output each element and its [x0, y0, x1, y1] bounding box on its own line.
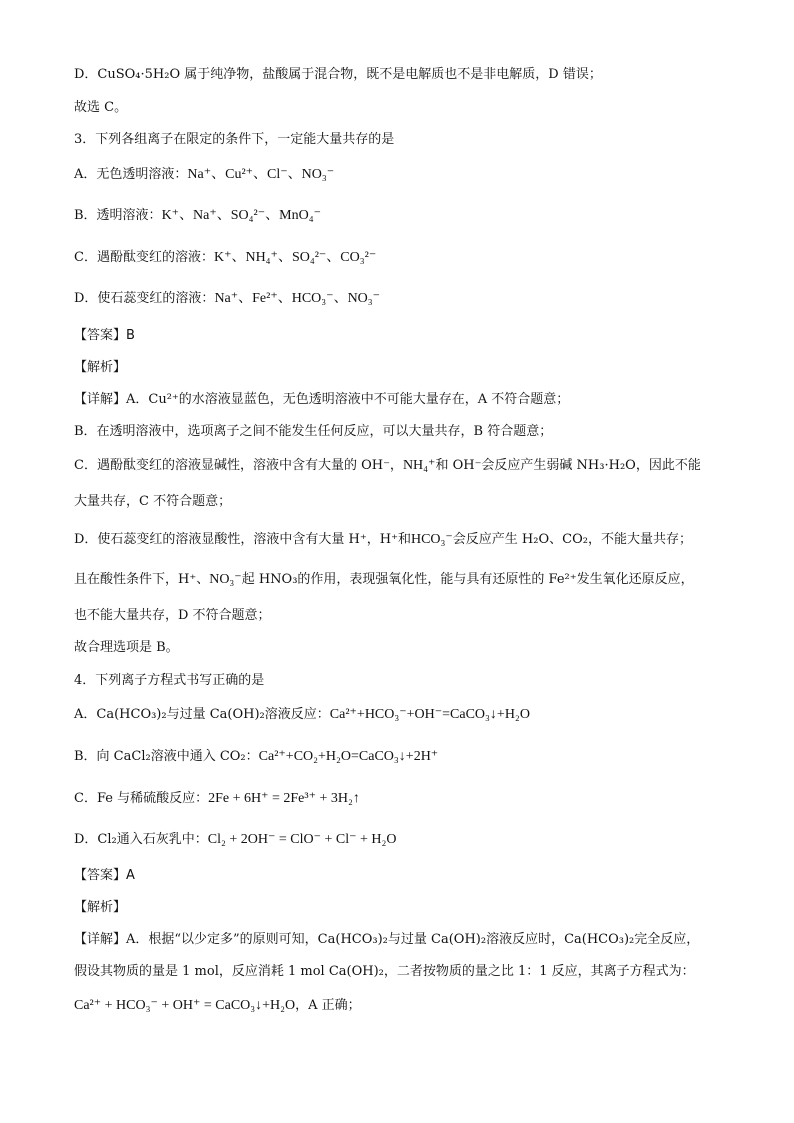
formula: HCO₃⁻ — [410, 532, 453, 547]
option-3b: B．透明溶液：K⁺、Na⁺、SO₄²⁻、MnO₄⁻ — [74, 208, 321, 223]
text-line: B．在透明溶液中，选项离子之间不能发生任何反应，可以大量共存，B 符合题意； — [74, 424, 553, 439]
option-4b: B．向 CaCl₂溶液中通入 CO₂：Ca²⁺+CO₂+H₂O=CaCO₃↓+2H⁺ — [74, 749, 439, 764]
text-line: 且在酸性条件下，H⁺、NO₃⁻起 HNO₃的作用，表现强氧化性，能与具有还原性的 Fe²⁺发生氧化还原反应， — [74, 572, 694, 587]
question-3-stem: 3．下列各组离子在限定的条件下，一定能大量共存的是 — [74, 132, 395, 147]
formula: K⁺、Na⁺、SO₄²⁻、MnO₄⁻ — [161, 208, 321, 223]
text-line: 故选 C。 — [74, 100, 128, 115]
formula: NO₃⁻ — [209, 572, 242, 587]
text-line: 也不能大量共存，D 不符合题意； — [74, 608, 271, 623]
option-3c: C．遇酚酞变红的溶液：K⁺、NH₄⁺、SO₄²⁻、CO₃²⁻ — [74, 250, 377, 265]
text-line: 故合理选项是 B。 — [74, 640, 179, 655]
option-4c: C．Fe 与稀硫酸反应：2Fe + 6H⁺ = 2Fe³⁺ + 3H₂↑ — [74, 791, 360, 806]
answer-label: 【答案】B — [74, 328, 135, 343]
text-line: 大量共存，C 不符合题意； — [74, 494, 232, 509]
text-line: D．使石蕊变红的溶液显酸性，溶液中含有大量 H⁺，H⁺和HCO₃⁻会反应产生 H₂O、CO₂，不能大量共存； — [74, 532, 692, 547]
formula: Ca²⁺ + HCO₃⁻ + OH⁺ = CaCO₃↓+H₂O — [74, 998, 296, 1013]
formula: Cl₂ + 2OH⁻ = ClO⁻ + Cl⁻ + H₂O — [207, 832, 397, 847]
text-line: C．遇酚酞变红的溶液显碱性，溶液中含有大量的 OH⁻，NH₄⁺和 OH⁻会反应产生弱碱 NH₃·H₂O，因此不能 — [74, 458, 701, 473]
text-line: 【详解】A．根据“以少定多”的原则可知，Ca(HCO₃)₂与过量 Ca(OH)₂溶液反应时，Ca(HCO₃)₂完全反应， — [74, 932, 700, 947]
answer-label: 【答案】A — [74, 868, 135, 883]
analysis-label: 【解析】 — [74, 360, 127, 375]
option-3d: D．使石蕊变红的溶液：Na⁺、Fe²⁺、HCO₃⁻、NO₃⁻ — [74, 291, 381, 306]
text-line: 【详解】A．Cu²⁺的水溶液显蓝色，无色透明溶液中不可能大量存在，A 不符合题意； — [74, 392, 570, 407]
formula: Ca²⁺+HCO₃⁻+OH⁻=CaCO₃↓+H₂O — [329, 707, 530, 722]
option-4d: D．Cl₂通入石灰乳中：Cl₂ + 2OH⁻ = ClO⁻ + Cl⁻ + H₂O — [74, 832, 397, 847]
text-line: 假设其物质的量是 1 mol，反应消耗 1 mol Ca(OH)₂，二者按物质的量之比 1：1 反应，其离子方程式为： — [74, 964, 695, 979]
formula: NH₄⁺ — [402, 458, 436, 473]
option-4a: A．Ca(HCO₃)₂与过量 Ca(OH)₂溶液反应：Ca²⁺+HCO₃⁻+OH⁻=CaCO₃↓+H₂O — [74, 707, 530, 722]
text-line: D．CuSO₄·5H₂O 属于纯净物，盐酸属于混合物，既不是电解质也不是非电解质，D 错误； — [74, 67, 602, 82]
analysis-label: 【解析】 — [74, 900, 127, 915]
formula: Na⁺、Cu²⁺、Cl⁻、NO₃⁻ — [187, 167, 335, 182]
formula: K⁺、NH₄⁺、SO₄²⁻、CO₃²⁻ — [213, 250, 377, 265]
option-3a: A．无色透明溶液：Na⁺、Cu²⁺、Cl⁻、NO₃⁻ — [74, 167, 335, 182]
formula: Na⁺、Fe²⁺、HCO₃⁻、NO₃⁻ — [214, 291, 381, 306]
formula: 2Fe + 6H⁺ = 2Fe³⁺ + 3H₂↑ — [208, 791, 360, 806]
formula: Ca²⁺+CO₂+H₂O=CaCO₃↓+2H⁺ — [258, 749, 439, 764]
question-4-stem: 4．下列离子方程式书写正确的是 — [74, 673, 265, 688]
text-line: Ca²⁺ + HCO₃⁻ + OH⁺ = CaCO₃↓+H₂O，A 正确； — [74, 998, 361, 1013]
